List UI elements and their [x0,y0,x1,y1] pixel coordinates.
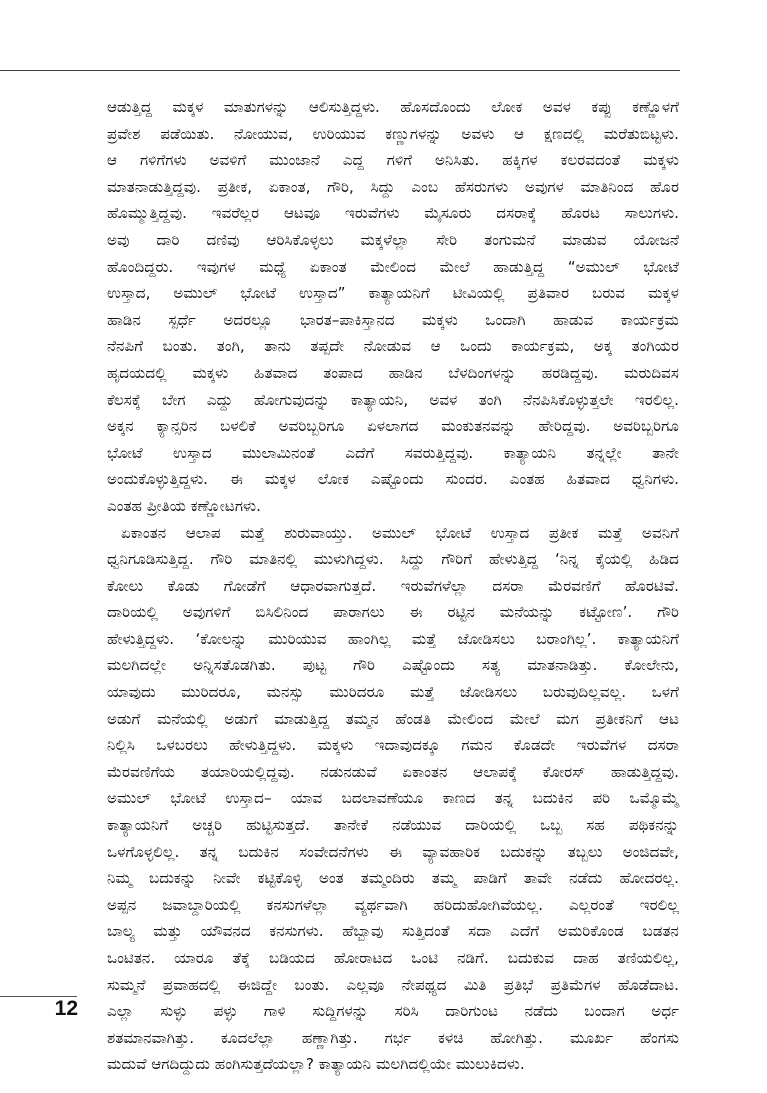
text-line: ಅಪ್ಪನ ಜವಾಬ್ದಾರಿಯಲ್ಲಿ ಕನಸುಗಳೆಲ್ಲಾ ವ್ಯರ್ಥವಾಗಿ ಹರಿದುಹೋಗಿವೆಯಲ್ಲ. ಎಲ್ಲರಂತೆ ಇರಲಿಲ್ಲ [107,895,679,914]
text-line: ಶತಮಾನವಾಗಿತ್ತು. ಕೂದಲೆಲ್ಲಾ ಹಣ್ಣಾಗಿತ್ತು. ಗರ್ಭ ಕಳಚಿ ಹೋಗಿತ್ತು. ಮೂರ್ಖ ಹೆಂಗಸು [107,1028,679,1047]
text-line: ಅಕ್ಕನ ಕ್ಯಾನ್ಸರಿನ ಬಳಲಿಕೆ ಅವರಿಬ್ಬರಿಗೂ ಏಳಲಾಗದ ಮಂಕುತನವನ್ನು ಹೇರಿದ್ದವು. ಅವರಿಬ್ಬರಿಗೂ [107,417,679,436]
text-line: ಅಡುಗೆ ಮನೆಯಲ್ಲಿ ಅಡುಗೆ ಮಾಡುತ್ತಿದ್ದ ತಮ್ಮನ ಹೆಂಡತಿ ಮೇಲಿಂದ ಮೇಲೆ ಮಗ ಪ್ರತೀಕನಿಗೆ ಆಟ [107,709,679,728]
text-line: ಮಾತನಾಡುತ್ತಿದ್ದವು. ಪ್ರತೀಕ, ಏಕಾಂತ, ಗೌರಿ, ಸಿದ್ದು ಎಂಬ ಹೆಸರುಗಳು ಅವುಗಳ ಮಾತಿನಿಂದ ಹೊರ [107,177,679,196]
text-line: ಆ ಗಳಿಗೆಗಳು ಅವಳಿಗೆ ಮುಂಜಾನೆ ಎದ್ದ ಗಳಿಗೆ ಅನಿಸಿತು. ಹಕ್ಕಿಗಳ ಕಲರವದಂತೆ ಮಕ್ಕಳು [107,151,679,170]
text-line: ಎಲ್ಲಾ ಸುಳ್ಳು ಪಳ್ಳು ಗಾಳಿ ಸುದ್ದಿಗಳನ್ನು ಸರಿಸಿ ದಾರಿಗುಂಟ ನಡೆದು ಬಂದಾಗ ಅರ್ಧ [107,1002,679,1021]
text-line: ಹಾಡಿನ ಸ್ಪರ್ಧೆ ಅದರಲ್ಲೂ ಭಾರತ–ಪಾಕಿಸ್ತಾನದ ಮಕ್ಕಳು ಒಂದಾಗಿ ಹಾಡುವ ಕಾರ್ಯಕ್ರಮ [107,310,679,329]
body-text [107,94,679,1078]
text-line: ಏಕಾಂತನ ಆಲಾಪ ಮತ್ತೆ ಶುರುವಾಯ್ತು. ಅಮುಲ್ ಭೋಟೆ ಉಸ್ತಾದ ಪ್ರತೀಕ ಮತ್ತೆ ಅವನಿಗೆ [121,523,679,542]
text-line: ಅಮುಲ್ ಭೋಟೆ ಉಸ್ತಾದ– ಯಾವ ಬದಲಾವಣೆಯೂ ಕಾಣದ ತನ್ನ ಬದುಕಿನ ಪರಿ ಒಮ್ಮೊಮ್ಮೆ [107,789,679,808]
text-line: ನಿಲ್ಲಿಸಿ ಒಳಬರಲು ಹೇಳುತ್ತಿದ್ದಳು. ಮಕ್ಕಳು ಇದಾವುದಕ್ಕೂ ಗಮನ ಕೊಡದೇ ಇರುವೆಗಳ ದಸರಾ [107,736,679,755]
page-number: 12 [54,997,78,1020]
text-line: ಉಸ್ತಾದ, ಅಮುಲ್ ಭೋಟೆ ಉಸ್ತಾದ” ಕಾತ್ಯಾಯನಿಗೆ ಟೀವಿಯಲ್ಲಿ ಪ್ರತಿವಾರ ಬರುವ ಮಕ್ಕಳ [107,284,679,303]
text-line: ಭೋಟೆ ಉಸ್ತಾದ ಮುಲಾಮಿನಂತೆ ಎದೆಗೆ ಸವರುತ್ತಿದ್ದವು. ಕಾತ್ಯಾಯನಿ ತನ್ನಲ್ಲೇ ತಾನೇ [107,443,679,462]
text-line: ಯಾವುದು ಮುರಿದರೂ, ಮನಸ್ಸು ಮುರಿದರೂ ಮತ್ತೆ ಜೋಡಿಸಲು ಬರುವುದಿಲ್ಲವಲ್ಲ. ಒಳಗೆ [107,683,679,702]
text-line: ಹೃದಯದಲ್ಲಿ ಮಕ್ಕಳು ಹಿತವಾದ ತಂಪಾದ ಹಾಡಿನ ಬೆಳದಿಂಗಳನ್ನು ಹರಡಿದ್ದವು. ಮರುದಿವಸ [107,363,679,382]
text-line: ಒಳಗೊಳ್ಳಲಿಲ್ಲ. ತನ್ನ ಬದುಕಿನ ಸಂವೇದನೆಗಳು ಈ ವ್ಯಾವಹಾರಿಕ ಬದುಕನ್ನು ತಬ್ಬಲು ಅಂಜಿದವೇ, [107,842,679,861]
text-line: ಅಂದುಕೊಳ್ಳುತ್ತಿದ್ದಳು. ಈ ಮಕ್ಕಳ ಲೋಕ ಎಷ್ಟೊಂದು ಸುಂದರ. ಎಂತಹ ಹಿತವಾದ ಧ್ವನಿಗಳು. [107,470,679,489]
text-line: ಮಲಗಿದಲ್ಲೇ ಅನ್ನಿಸತೊಡಗಿತು. ಪುಟ್ಟ ಗೌರಿ ಎಷ್ಟೊಂದು ಸತ್ಯ ಮಾತನಾಡಿತ್ತು. ಕೋಲೇನು, [107,656,679,675]
text-line: ಕೆಲಸಕ್ಕೆ ಬೇಗ ಎದ್ದು ಹೋಗುವುದನ್ನು ಕಾತ್ಯಾಯನಿ, ಅವಳ ತಂಗಿ ನೆನಪಿಸಿಕೊಳ್ಳುತ್ತಲೇ ಇರಲಿಲ್ಲ. [107,390,679,409]
text-line: ಅವು ದಾರಿ ದಣಿವು ಆರಿಸಿಕೊಳ್ಳಲು ಮಕ್ಕಳೆಲ್ಲಾ ಸೇರಿ ತಂಗುಮನೆ ಮಾಡುವ ಯೋಜನೆ [107,230,679,249]
text-line: ಹೊಮ್ಮುತ್ತಿದ್ದವು. ಇವರೆಲ್ಲರ ಆಟವೂ ಇರುವೆಗಳು ಮೈಸೂರು ದಸರಾಕ್ಕೆ ಹೊರಟ ಸಾಲುಗಳು. [107,204,679,223]
text-line: ಕಾತ್ಯಾಯನಿಗೆ ಅಚ್ಚರಿ ಹುಟ್ಟಿಸುತ್ತದೆ. ತಾನೇಕೆ ನಡೆಯುವ ದಾರಿಯಲ್ಲಿ ಒಬ್ಬ ಸಹ ಪಥಿಕನನ್ನು [107,816,679,835]
text-line: ನಿಮ್ಮ ಬದುಕನ್ನು ನೀವೇ ಕಟ್ಟಿಕೊಳ್ಳಿ ಅಂತ ತಮ್ಮಂದಿರು ತಮ್ಮ ಪಾಡಿಗೆ ತಾವೇ ನಡೆದು ಹೋದರಲ್ಲ. [107,869,679,888]
text-line: ಧ್ವನಿಗೂಡಿಸುತ್ತಿದ್ದ. ಗೌರಿ ಮಾತಿನಲ್ಲಿ ಮುಳುಗಿದ್ದಳು. ಸಿದ್ದು ಗೌರಿಗೆ ಹೇಳುತ್ತಿದ್ದ ‘ನಿನ್ನ ಕೈಯಲ್ಲಿ ಹಿಡಿದ [107,550,679,569]
text-line: ಒಂಟಿತನ. ಯಾರೂ ತೆಕ್ಕೆ ಬಡಿಯದ ಹೋರಾಟದ ಒಂಟಿ ನಡಿಗೆ. ಬದುಕುವ ದಾಹ ತಣಿಯಲಿಲ್ಲ, [107,949,679,967]
text-line: ದಾರಿಯಲ್ಲಿ ಅವುಗಳಿಗೆ ಬಿಸಿಲಿನಿಂದ ಪಾರಾಗಲು ಈ ರಟ್ಟಿನ ಮನೆಯನ್ನು ಕಟ್ಟೋಣ’. ಗೌರಿ [107,603,679,622]
header-rule [0,70,680,71]
text-line: ಕೋಲು ಕೊಡು ಗೋಡೆಗೆ ಆಧಾರವಾಗುತ್ತದೆ. ಇರುವೆಗಳೆಲ್ಲಾ ದಸರಾ ಮೆರವಣಿಗೆ ಹೊರಟಿವೆ. [107,576,679,595]
text-line: ಮೆರವಣಿಗೆಯ ತಯಾರಿಯಲ್ಲಿದ್ದವು. ನಡುನಡುವೆ ಏಕಾಂತನ ಆಲಾಪಕ್ಕೆ ಕೋರಸ್ ಹಾಡುತ್ತಿದ್ದವು. [107,762,679,781]
text-line: ಪ್ರವೇಶ ಪಡೆಯಿತು. ನೋಯುವ, ಉರಿಯುವ ಕಣ್ಣುಗಳನ್ನು ಅವಳು ಆ ಕ್ಷಣದಲ್ಲಿ ಮರೆತುಬಿಟ್ಟಳು. [107,124,679,143]
text-line: ಬಾಲ್ಯ ಮತ್ತು ಯೌವನದ ಕನಸುಗಳು. ಹೆಬ್ಬಾವು ಸುತ್ತಿದಂತೆ ಸದಾ ಎದೆಗೆ ಅಮರಿಕೊಂಡ ಬಡತನ [107,922,679,941]
text-line: ಮದುವೆ ಆಗದಿದ್ದುದು ಹಂಗಿಸುತ್ತದೆಯಲ್ಲಾ? ಕಾತ್ಯಾಯನಿ ಮಲಗಿದಲ್ಲಿಯೇ ಮುಲುಕಿದಳು. [107,1055,525,1074]
text-line: ಎಂತಹ ಪ್ರೀತಿಯ ಕಣ್ಣೋಟಗಳು. [107,496,261,515]
text-line: ಹೇಳುತ್ತಿದ್ದಳು. ‘ಕೋಲನ್ನು ಮುರಿಯುವ ಹಾಂಗಿಲ್ಲ ಮತ್ತೆ ಜೋಡಿಸಲು ಬರಾಂಗಿಲ್ಲ’. ಕಾತ್ಯಾಯನಿಗೆ [107,629,679,648]
text-line: ಸುಮ್ಮನೆ ಪ್ರವಾಹದಲ್ಲಿ ಈಜಿದ್ದೇ ಬಂತು. ಎಲ್ಲವೂ ನೇಪಥ್ಯದ ಮಿತಿ ಪ್ರತಿಭೆ ಪ್ರತಿಮೆಗಳ ಹೊಡೆದಾಟ. [107,975,679,994]
text-line: ನೆನಪಿಗೆ ಬಂತು. ತಂಗಿ, ತಾನು ತಪ್ಪದೇ ನೋಡುವ ಆ ಒಂದು ಕಾರ್ಯಕ್ರಮ, ಅಕ್ಕ ತಂಗಿಯರ [107,337,679,356]
text-line: ಆಡುತ್ತಿದ್ದ ಮಕ್ಕಳ ಮಾತುಗಳನ್ನು ಆಲಿಸುತ್ತಿದ್ದಳು. ಹೊಸದೊಂದು ಲೋಕ ಅವಳ ಕಪ್ಪು ಕಣ್ಣೊಳಗೆ [107,98,679,116]
text-line: ಹೊಂದಿದ್ದರು. ಇವುಗಳ ಮಧ್ಯೆ ಏಕಾಂತ ಮೇಲಿಂದ ಮೇಲೆ ಹಾಡುತ್ತಿದ್ದ “ಅಮುಲ್ ಭೋಟೆ [107,257,679,276]
